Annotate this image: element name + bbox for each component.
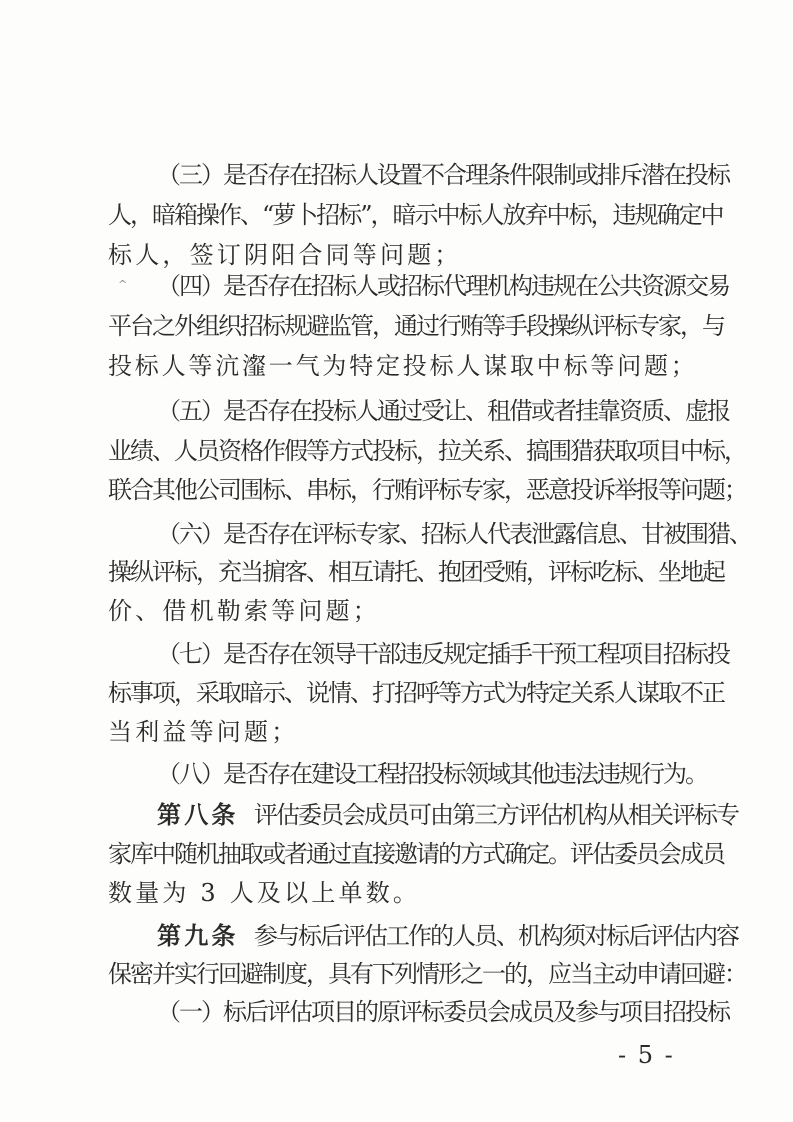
p5-line-2: 业绩、人员资格作假等方式投标，拉关系、搞围猎获取项目中标，	[108, 437, 746, 465]
p6-line-2: 操纵评标，充当掮客、相互请托、抱团受贿，评标吃标、坐地起	[108, 558, 724, 586]
p7-line-3: 当利益等问题；	[108, 718, 299, 746]
p7-line-1: （七）是否存在领导干部违反规定插手干预工程项目招标投	[157, 640, 729, 668]
p6-line-3: 价、借机勒索等问题；	[108, 597, 380, 625]
p6-line-1: （六）是否存在评标专家、招标人代表泄露信息、甘被围猎、	[157, 520, 751, 548]
p3-line-2: 人，暗箱操作、“萝卜招标”，暗示中标人放弃中标，违规确定中	[108, 201, 723, 229]
p5-line-1: （五）是否存在投标人通过受让、租借或者挂靠资质、虚报	[157, 397, 729, 425]
article-9-line-2: 保密并实行回避制度，具有下列情形之一的，应当主动申请回避：	[108, 960, 746, 988]
article-9-line-3: （一）标后评估项目的原评标委员会成员及参与项目招投标	[157, 998, 729, 1026]
article-8-line-3: 数量为 3 人及以上单数。	[108, 879, 421, 907]
article-9-line-1: 参与标后评估工作的人员、机构须对标后评估内容	[254, 922, 738, 950]
stray-mark: ^	[118, 278, 128, 291]
p4-line-2: 平台之外组织招标规避监管，通过行贿等手段操纵评标专家，与	[108, 312, 724, 340]
article-9-heading: 第九条	[157, 921, 239, 950]
article-8-line-1: 评估委员会成员可由第三方评估机构从相关评标专	[254, 801, 738, 829]
p3-line-3: 标人，签订阴阳合同等问题；	[108, 241, 462, 269]
article-8-line-2: 家库中随机抽取或者通过直接邀请的方式确定。评估委员会成员	[108, 840, 724, 868]
p3-line-1: （三）是否存在招标人设置不合理条件限制或排斥潜在投标	[157, 161, 729, 189]
article-8-heading: 第八条	[157, 800, 239, 829]
p5-line-3: 联合其他公司围标、串标，行贿评标专家，恶意投诉举报等问题；	[108, 476, 746, 504]
p4-line-3: 投标人等沆瀣一气为特定投标人谋取中标等问题；	[108, 352, 698, 380]
p4-line-1: （四）是否存在招标人或招标代理机构违规在公共资源交易	[157, 272, 729, 300]
p7-line-2: 标事项，采取暗示、说情、打招呼等方式为特定关系人谋取不正	[108, 679, 724, 707]
p8-line-1: （八）是否存在建设工程招投标领域其他违法违规行为。	[157, 760, 707, 788]
page-number: - 5 -	[618, 1041, 675, 1069]
